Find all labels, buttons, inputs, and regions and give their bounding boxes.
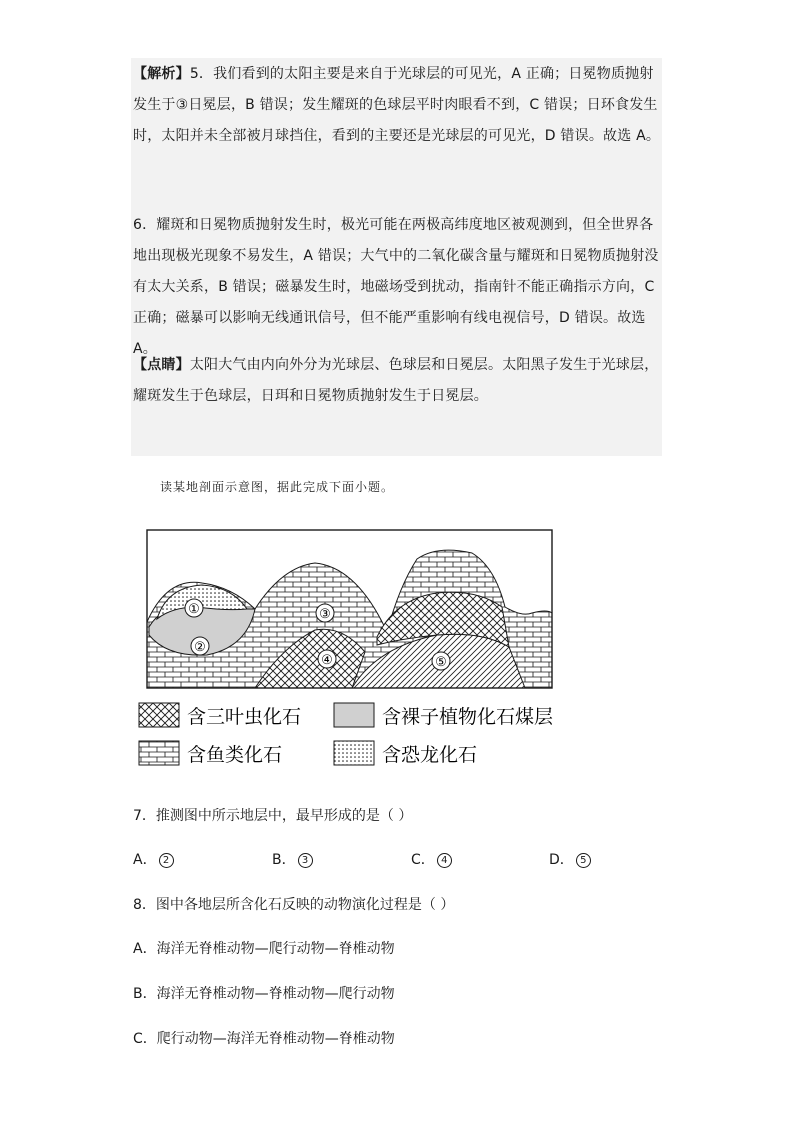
analysis-q5: [133, 59, 665, 152]
layer-label-2: ②: [194, 640, 206, 655]
option-number: 3: [298, 853, 313, 868]
tip-tag: 【点睛】: [133, 357, 190, 373]
analysis-q6: 6．耀斑和日冕物质抛射发生时，极光可能在两极高纬度地区被观测到，但全世界各地出现极光现象不易发生，A 错误；大气中的二氧化碳含量与耀斑和日冕物质抛射没有太大关系，B 错误；磁暴发生时，地磁场受到扰动，指南针不能正确指示方向，C 正确；磁暴可以影响无线通讯信号，但不能严重影响有线电视信号，D 错误。故选 A。: [133, 217, 659, 357]
layer-label-3: ③: [319, 607, 331, 622]
question-7-option-c[interactable]: [411, 849, 452, 869]
figure-legend: [139, 703, 553, 766]
option-letter: A．: [133, 852, 157, 868]
layer-label-1: ①: [188, 602, 200, 617]
question-intro: 读某地剖面示意图，据此完成下面小题。: [160, 480, 395, 494]
analysis-q5-text: 5．我们看到的太阳主要是来自于光球层的可见光，A 正确；日冕物质抛射发生于③日冕层，B 错误；发生耀斑的色球层平时肉眼看不到，C 错误；日环食发生时，太阳并未全部被月球挡住，看到的主要还是光球层的可见光，D 错误。故选 A。: [133, 66, 661, 144]
question-7-option-b[interactable]: [272, 849, 313, 869]
option-letter: D．: [549, 852, 574, 868]
option-letter: B．: [272, 852, 296, 868]
option-number: 5: [576, 853, 591, 868]
question-8-option-a[interactable]: A．海洋无脊椎动物—爬行动物—脊椎动物: [133, 941, 395, 957]
option-letter: C．: [411, 852, 435, 868]
legend-label-gymnosperm: 含裸子植物化石煤层: [382, 706, 554, 728]
legend-label-fish: 含鱼类化石: [187, 744, 283, 766]
layer-label-5: ⑤: [435, 655, 447, 670]
geologic-cross-section-figure: [137, 527, 577, 777]
option-number: 2: [159, 853, 174, 868]
legend-label-trilobite: 含三叶虫化石: [187, 706, 302, 728]
analysis-tag: 【解析】: [133, 66, 190, 82]
question-8-option-b[interactable]: B．海洋无脊椎动物—脊椎动物—爬行动物: [133, 986, 395, 1002]
layer-label-4: ④: [321, 653, 333, 668]
question-7-option-a[interactable]: [133, 849, 174, 869]
cross-section-diagram: [147, 530, 552, 688]
legend-label-dinosaur: 含恐龙化石: [382, 744, 478, 766]
tip-text: 太阳大气由内向外分为光球层、色球层和日冕层。太阳黑子发生于光球层，耀斑发生于色球层，日珥和日冕物质抛射发生于日冕层。: [133, 357, 659, 404]
question-7-option-d[interactable]: [549, 849, 591, 869]
tip-paragraph: [133, 350, 665, 412]
question-8-option-c[interactable]: C．爬行动物—海洋无脊椎动物—脊椎动物: [133, 1031, 395, 1047]
option-number: 4: [437, 853, 452, 868]
question-7-stem: 7．推测图中所示地层中，最早形成的是（ ）: [133, 808, 413, 824]
question-8-stem: 8．图中各地层所含化石反映的动物演化过程是（ ）: [133, 897, 455, 913]
